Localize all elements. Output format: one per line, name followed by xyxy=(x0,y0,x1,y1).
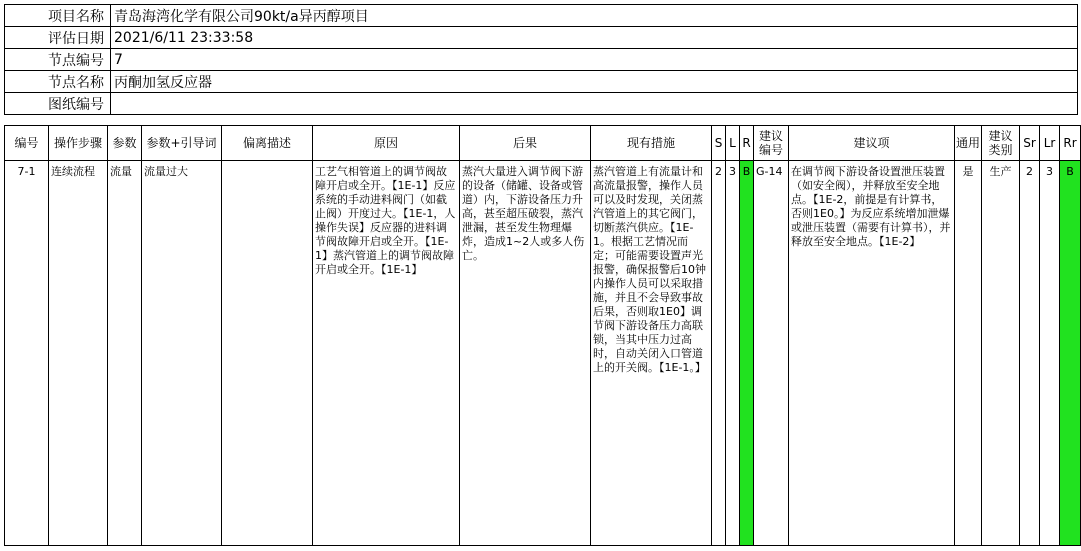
drawing-number-label: 图纸编号 xyxy=(5,93,111,115)
cell-category[interactable]: 生产 xyxy=(982,161,1020,546)
node-name-label: 节点名称 xyxy=(5,71,111,93)
cell-param[interactable]: 流量 xyxy=(108,161,142,546)
cell-recommendation[interactable]: 在调节阀下游设备设置泄压装置（如安全阀），并释放至安全地点。【1E-2，前提是有计算书，否则1E0。】为反应系统增加泄爆或泄压装置（需要有计算书），并释放至安全地点。【1E-2】 xyxy=(789,161,955,546)
cell-measures[interactable]: 蒸汽管道上有流量计和高流量报警，操作人员可以及时发现，关闭蒸汽管道上的其它阀门，切断蒸汽供应。【1E-1。根据工艺情况而定；可能需要设置声光报警，确保报警后10钟内操作人员可以采取措施，并且不会导致事故后果，否则取1E0】调节阀下游设备压力高联锁，当其中压力过高时，自动关闭入口管道上的开关阀。【1E-1。】 xyxy=(591,161,712,546)
col-header-param-guide[interactable]: 参数+引导词 xyxy=(142,126,222,161)
col-header-category[interactable]: 建议类别 xyxy=(982,126,1020,161)
table-row xyxy=(5,161,1081,546)
col-header-id[interactable]: 编号 xyxy=(5,126,49,161)
col-header-param[interactable]: 参数 xyxy=(108,126,142,161)
node-number-label: 节点编号 xyxy=(5,49,111,71)
cell-id[interactable]: 7-1 xyxy=(5,161,49,546)
project-name-label: 项目名称 xyxy=(5,5,111,27)
project-info-table xyxy=(4,4,1078,115)
cell-r[interactable]: B xyxy=(740,161,754,546)
col-header-measures[interactable]: 现有措施 xyxy=(591,126,712,161)
cell-rr[interactable]: B xyxy=(1060,161,1081,546)
col-header-recommendation[interactable]: 建议项 xyxy=(789,126,955,161)
header-row xyxy=(5,126,1081,161)
col-header-s[interactable]: S xyxy=(712,126,726,161)
drawing-number-value[interactable] xyxy=(111,93,1078,115)
col-header-general[interactable]: 通用 xyxy=(955,126,982,161)
info-section xyxy=(4,4,1078,115)
project-name-value[interactable]: 青岛海湾化学有限公司90kt/a异丙醇项目 xyxy=(111,5,1078,27)
info-row-node-no xyxy=(5,49,1078,71)
col-header-sr[interactable]: Sr xyxy=(1020,126,1040,161)
eval-date-value[interactable]: 2021/6/11 23:33:58 xyxy=(111,27,1078,49)
col-header-rr[interactable]: Rr xyxy=(1060,126,1081,161)
node-name-value[interactable]: 丙酮加氢反应器 xyxy=(111,71,1078,93)
cell-sr[interactable]: 2 xyxy=(1020,161,1040,546)
col-header-consequence[interactable]: 后果 xyxy=(460,126,591,161)
col-header-r[interactable]: R xyxy=(740,126,754,161)
cell-general[interactable]: 是 xyxy=(955,161,982,546)
col-header-lr[interactable]: Lr xyxy=(1040,126,1060,161)
node-number-value[interactable]: 7 xyxy=(111,49,1078,71)
info-row-date xyxy=(5,27,1078,49)
cell-s[interactable]: 2 xyxy=(712,161,726,546)
col-header-rec-no[interactable]: 建议编号 xyxy=(754,126,789,161)
cell-deviation[interactable] xyxy=(222,161,313,546)
cell-rec-no[interactable]: G-14 xyxy=(754,161,789,546)
col-header-deviation[interactable]: 偏离描述 xyxy=(222,126,313,161)
col-header-cause[interactable]: 原因 xyxy=(313,126,460,161)
eval-date-label: 评估日期 xyxy=(5,27,111,49)
cell-step[interactable]: 连续流程 xyxy=(49,161,108,546)
hazop-table xyxy=(4,125,1081,546)
col-header-l[interactable]: L xyxy=(726,126,740,161)
cell-param-guide[interactable]: 流量过大 xyxy=(142,161,222,546)
cell-cause[interactable]: 工艺气相管道上的调节阀故障开启或全开。【1E-1】反应系统的手动进料阀门（如截止阀）开度过大。【1E-1，人操作失误】反应器的进料调节阀故障开启或全开。【1E-1】蒸汽管道上的调节阀故障开启或全开。【1E-1】 xyxy=(313,161,460,546)
info-row-drawing xyxy=(5,93,1078,115)
info-row-project xyxy=(5,5,1078,27)
info-row-node-name xyxy=(5,71,1078,93)
col-header-step[interactable]: 操作步骤 xyxy=(49,126,108,161)
cell-l[interactable]: 3 xyxy=(726,161,740,546)
cell-lr[interactable]: 3 xyxy=(1040,161,1060,546)
cell-consequence[interactable]: 蒸汽大量进入调节阀下游的设备（储罐、设备或管道）内，下游设备压力升高，甚至超压破裂，蒸汽泄漏，甚至发生物理爆炸，造成1~2人或多人伤亡。 xyxy=(460,161,591,546)
